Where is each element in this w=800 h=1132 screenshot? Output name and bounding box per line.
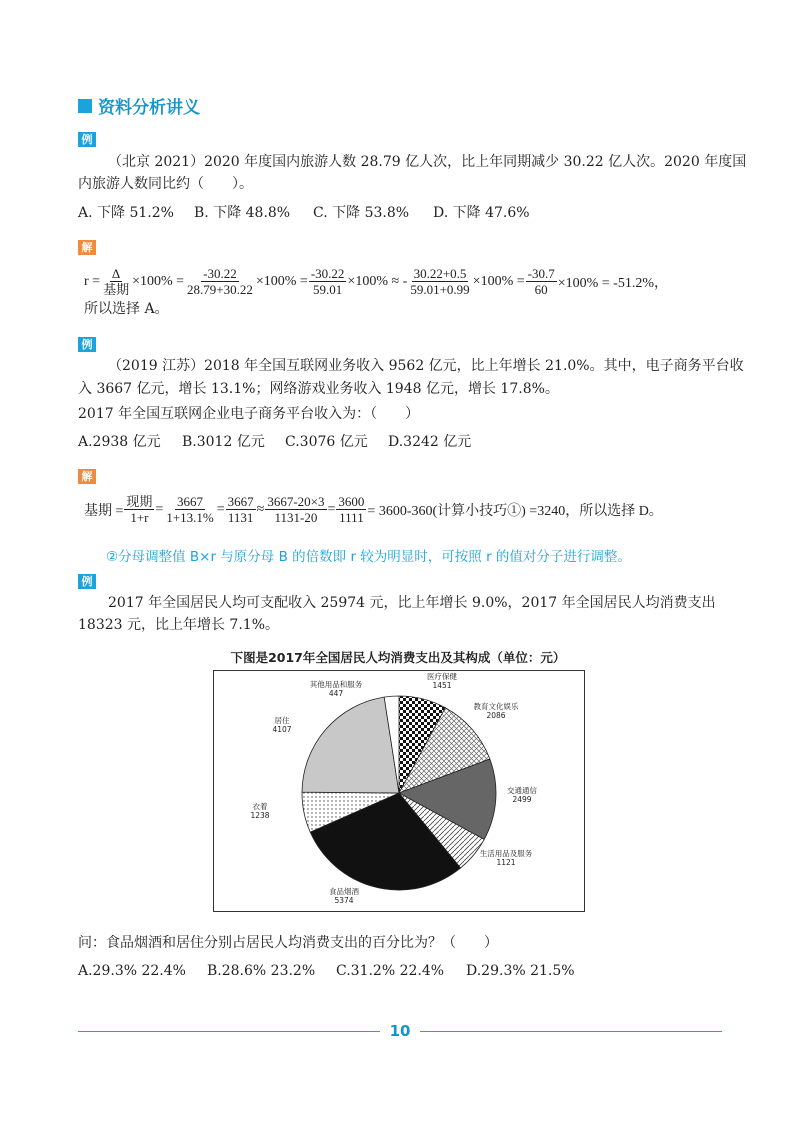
slice-label-name: 交通通信 bbox=[507, 786, 537, 795]
sol1-frac2: $\frac{-30.22}{28.79+30.22}$ bbox=[187, 266, 253, 297]
sol1-op4: ×100% = bbox=[472, 273, 525, 289]
slice-label-value: 2499 bbox=[512, 795, 532, 804]
chart-frame bbox=[213, 670, 585, 912]
sol2-frac5: $\frac{3600}{1111}$ bbox=[338, 494, 365, 525]
ex1-option-d: D. 下降 47.6% bbox=[433, 205, 530, 221]
section-header bbox=[78, 93, 200, 118]
sol2-note: ②分母调整值 B×r 与原分母 B 的倍数即 r 较为明显时，可按照 r 的值对分子进行调整。 bbox=[106, 549, 631, 565]
sol1-frac4: $\frac{30.22+0.5}{59.01+0.99}$ bbox=[410, 266, 470, 297]
sol1-conclusion: 所以选择 A。 bbox=[84, 301, 169, 317]
ex2-option-d: D.3242 亿元 bbox=[388, 434, 472, 450]
example-tag: 例 bbox=[78, 574, 96, 589]
ex2-option-c: C.3076 亿元 bbox=[285, 434, 368, 450]
ex1-option-c: C. 下降 53.8% bbox=[313, 205, 410, 221]
slice-label-name: 衣着 bbox=[252, 802, 268, 811]
chart-title: 下图是2017年全国居民人均消费支出及其构成（单位：元） bbox=[230, 650, 566, 665]
sol1-op2: ×100% = bbox=[255, 273, 308, 289]
slice-label-name: 食品烟酒 bbox=[329, 887, 359, 896]
sol2-tail: = 3600-360(计算小技巧①) =3240，所以选择 D。 bbox=[367, 503, 663, 519]
sol2-frac1: $\frac{\text{现期}}{1+r}$ bbox=[126, 494, 153, 525]
sol1-r: r = bbox=[84, 273, 101, 289]
slice-label-name: 居住 bbox=[274, 716, 290, 725]
sol2-frac2: $\frac{3667}{1+13.1\%}$ bbox=[166, 494, 214, 525]
slice-label-name: 其他用品和服务 bbox=[309, 680, 363, 689]
slice-label-value: 1121 bbox=[496, 858, 516, 867]
sol2-op1: = bbox=[155, 501, 164, 517]
ex3-question: 问：食品烟酒和居住分别占居民人均消费支出的百分比为？（ ） bbox=[78, 935, 498, 951]
slice-label-name: 教育文化娱乐 bbox=[473, 702, 519, 711]
section-title: 资料分析讲义 bbox=[98, 98, 200, 118]
sol2-op4: = bbox=[327, 501, 336, 517]
sol1-frac5: $\frac{-30.7}{60}$ bbox=[527, 266, 555, 297]
sol2-op3: ≈ bbox=[256, 501, 265, 517]
sol2-frac4: $\frac{3667-20\times 3}{1131-20}$ bbox=[267, 494, 325, 525]
ex1-option-b: B. 下降 48.8% bbox=[194, 205, 291, 221]
sol1-op5: ×100% = -51.2%， bbox=[557, 275, 668, 291]
pie-slice bbox=[302, 697, 399, 793]
section-marker-icon bbox=[78, 99, 92, 113]
footer-line-right bbox=[420, 1031, 722, 1032]
pie-chart bbox=[214, 671, 584, 911]
ex3-option-d: D.29.3% 21.5% bbox=[466, 963, 575, 979]
sol2-frac3: $\frac{3667}{1131}$ bbox=[227, 494, 254, 525]
slice-label-value: 1451 bbox=[432, 681, 452, 690]
example-tag: 例 bbox=[78, 132, 96, 147]
sol1-frac1: $\frac{\Delta}{\text{基期}}$ bbox=[103, 266, 130, 297]
solution-tag: 解 bbox=[78, 469, 96, 484]
slice-label-name: 生活用品及服务 bbox=[479, 849, 533, 858]
ex2-question-line3: 2017 年全国互联网企业电子商务平台收入为：（ ） bbox=[78, 406, 420, 422]
ex3-question-line1: 2017 年全国居民人均可支配收入 25974 元，比上年增长 9.0%，2017 年全国居民人均消费支出 bbox=[108, 595, 716, 611]
page-number: 10 bbox=[389, 1022, 411, 1040]
ex3-option-c: C.31.2% 22.4% bbox=[336, 963, 445, 979]
sol2-op2: = bbox=[216, 501, 225, 517]
ex2-question-line1: （2019 江苏）2018 年全国互联网业务收入 9562 亿元，比上年增长 21.0%。其中，电子商务平台收 bbox=[108, 358, 744, 374]
slice-label-value: 2086 bbox=[486, 711, 506, 720]
sol1-op1: ×100% = bbox=[132, 273, 185, 289]
sol1-op3: ×100% ≈ - bbox=[347, 273, 408, 289]
slice-label-value: 5374 bbox=[334, 896, 354, 905]
ex2-option-a: A.2938 亿元 bbox=[78, 434, 161, 450]
slice-label-name: 医疗保健 bbox=[427, 672, 457, 681]
slice-label-value: 447 bbox=[328, 689, 344, 698]
ex2-option-b: B.3012 亿元 bbox=[182, 434, 265, 450]
footer-line-left bbox=[78, 1031, 380, 1032]
slice-label-value: 4107 bbox=[272, 725, 292, 734]
solution-tag: 解 bbox=[78, 240, 96, 255]
sol2-lead: 基期 = bbox=[84, 503, 124, 519]
ex1-question-line2: 内旅游人数同比约（ ）。 bbox=[78, 176, 253, 192]
ex3-question-line2: 18323 元，比上年增长 7.1%。 bbox=[78, 617, 280, 633]
ex3-option-b: B.28.6% 23.2% bbox=[207, 963, 316, 979]
slice-label-value: 1238 bbox=[250, 811, 270, 820]
ex3-option-a: A.29.3% 22.4% bbox=[78, 963, 186, 979]
ex1-option-a: A. 下降 51.2% bbox=[78, 205, 174, 221]
example-tag: 例 bbox=[78, 337, 96, 352]
sol2-equation bbox=[84, 494, 663, 525]
ex1-question-line1: （北京 2021）2020 年度国内旅游人数 28.79 亿人次，比上年同期减少 30.22 亿人次。2020 年度国 bbox=[108, 154, 747, 170]
sol1-frac3: $\frac{-30.22}{59.01}$ bbox=[310, 266, 345, 297]
sol1-equation bbox=[84, 266, 668, 297]
ex2-question-line2: 入 3667 亿元，增长 13.1%；网络游戏业务收入 1948 亿元，增长 17.8%。 bbox=[78, 381, 559, 397]
